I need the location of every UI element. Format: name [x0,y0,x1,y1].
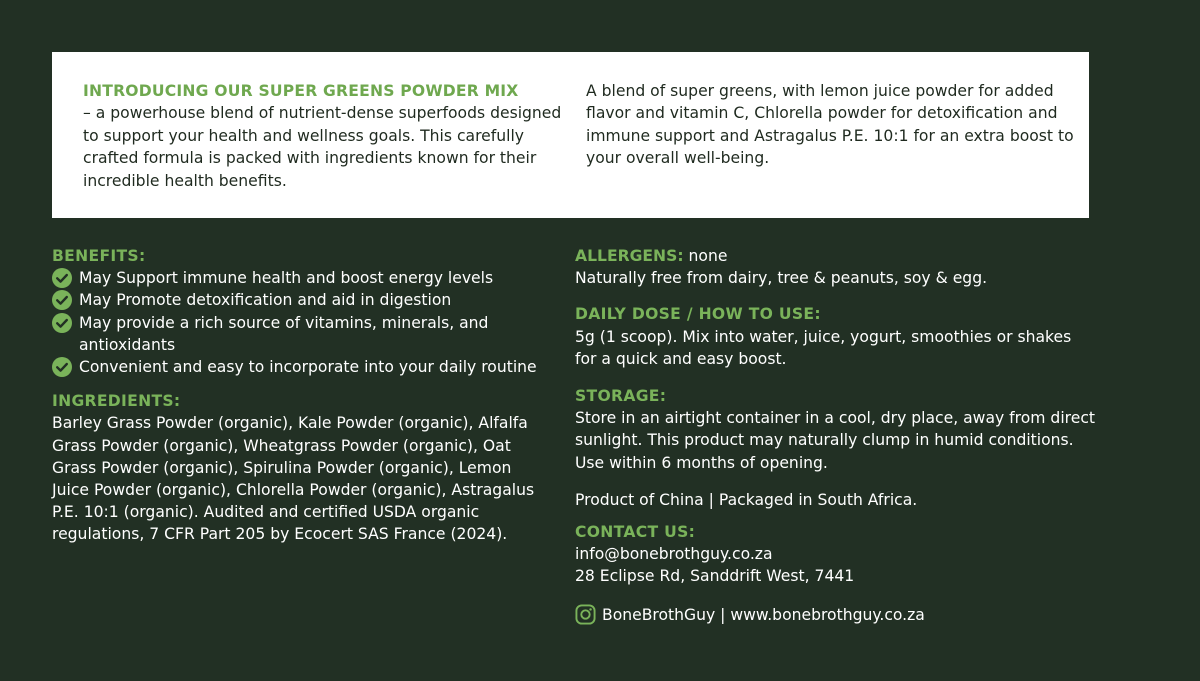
social-row [575,604,1095,626]
check-circle-icon [52,290,72,310]
intro-heading: INTRODUCING OUR SUPER GREENS POWDER MIX [83,82,519,100]
ingredients-label: INGREDIENTS: [52,392,181,411]
daily-dose-label: DAILY DOSE / HOW TO USE: [575,305,821,324]
social-text: BoneBrothGuy | www.bonebrothguy.co.za [602,605,925,624]
benefit-text: Convenient and easy to incorporate into your daily routine [79,358,537,377]
benefits-list [52,267,552,378]
intro-left-text: – a powerhouse blend of nutrient-dense superfoods designed to support your health and wellness goals. This carefully crafted formula is packed with ingredients known for their incredible health benefits. [83,104,562,190]
contact-label: CONTACT US: [575,523,696,542]
daily-dose-text: 5g (1 scoop). Mix into water, juice, yogurt, smoothies or shakes for a quick and easy boost. [575,327,1072,368]
benefits-label: BENEFITS: [52,247,146,265]
intro-right-column [586,80,1076,170]
ingredients-text: Barley Grass Powder (organic), Kale Powder (organic), Alfalfa Grass Powder (organic), Wheatgrass Powder (organic), Oat Grass Powder (organic), Spirulina Powder (organic), Lemon Juice Powder (organic), Chlorella Powder (organic), Astragalus P.E. 10:1 (organic). Audited and certified USDA organic regulations, 7 CFR Part 205 by Ecocert SAS France (2024). [52,414,535,544]
benefit-item [52,312,552,356]
check-circle-icon [52,313,72,333]
benefit-text: May Support immune health and boost energy levels [79,269,494,288]
intro-left-column [83,80,563,192]
intro-panel [52,52,1089,218]
benefit-item [52,267,552,289]
benefit-item [52,356,552,378]
benefit-text: May provide a rich source of vitamins, minerals, and antioxidants [79,313,489,354]
benefit-item [52,289,552,311]
right-column [575,245,1095,626]
instagram-icon [575,604,596,625]
intro-right-text: A blend of super greens, with lemon juice powder for added flavor and vitamin C, Chlorella powder for detoxification and immune support and Astragalus P.E. 10:1 for an extra boost to your overall well-being. [586,82,1074,168]
storage-text: Store in an airtight container in a cool, dry place, away from direct sunlight. This product may naturally clump in humid conditions. Use within 6 months of opening. [575,409,1096,472]
check-circle-icon [52,268,72,288]
allergens-line [575,245,1095,267]
contact-email: info@bonebrothguy.co.za [575,545,773,564]
allergens-value: none [683,247,728,265]
contact-address: 28 Eclipse Rd, Sanddrift West, 7441 [575,567,855,586]
allergens-text: Naturally free from dairy, tree & peanuts, soy & egg. [575,269,988,288]
allergens-label: ALLERGENS: [575,247,684,265]
storage-label: STORAGE: [575,387,667,406]
left-column [52,245,552,546]
check-circle-icon [52,357,72,377]
benefit-text: May Promote detoxification and aid in digestion [79,291,452,310]
origin-text: Product of China | Packaged in South Africa. [575,490,918,509]
